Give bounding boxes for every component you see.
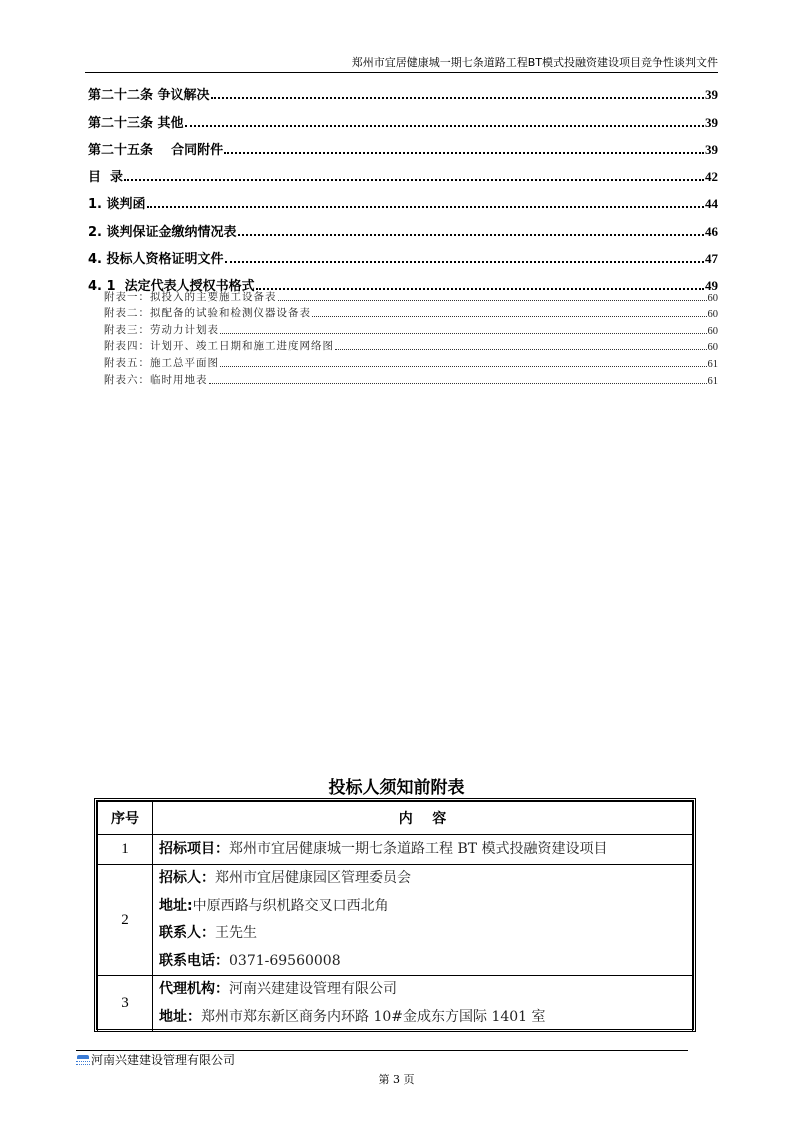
leader-dots [185,125,704,127]
toc-sub-entry[interactable]: 附表三：劳动力计划表 60 [104,323,718,337]
leader-dots [335,349,707,350]
footer-company-name: 河南兴建建设管理有限公司 [91,1053,236,1067]
header-content: 内 容 [153,802,693,835]
field-label: 联系人： [159,925,215,941]
leader-dots [220,366,707,367]
toc-sub-entry[interactable]: 附表六：临时用地表 61 [104,373,718,387]
toc-entry[interactable]: 4. 投标人资格证明文件 47 [88,251,718,268]
company-logo-icon [76,1054,90,1065]
table-header-row [98,802,693,835]
row-num: 2 [98,865,153,976]
toc-sub-entry[interactable]: 附表四：计划开、竣工日期和施工进度网络图 60 [104,340,718,354]
field-value: 王先生 [215,925,257,941]
header-num: 序号 [98,802,153,835]
page-number: 第 3 页 [378,1073,415,1086]
field-value: 郑州市宜居健康园区管理委员会 [215,870,411,886]
leader-dots [312,316,707,317]
row-num: 3 [98,976,153,1032]
field-value: 中原西路与织机路交叉口西北角 [192,897,389,914]
field-value: 0371-69560008 [229,952,341,969]
field-value: 河南兴建建设管理有限公司 [229,981,397,997]
leader-dots [278,300,707,301]
table-row [98,865,693,976]
table-row [98,835,693,865]
leader-dots [147,206,704,208]
toc-entry[interactable]: 目 录 42 [88,169,718,186]
toc-entry[interactable]: 1. 谈判函 44 [88,196,718,213]
leader-dots [220,333,707,334]
footer-company [76,1051,235,1068]
field-value: 郑州市宜居健康城一期七条道路工程 BT 模式投融资建设项目 [229,840,608,857]
toc-sub-entry[interactable]: 附表一：拟投入的主要施工设备表 60 [104,290,718,304]
field-label: 地址： [159,1008,201,1025]
field-label: 招标人： [159,870,215,886]
appendix-table-title: 投标人须知前附表 [328,778,465,798]
leader-dots [209,383,707,384]
toc-entry[interactable]: 4. 1 法定代表人授权书格式 49 [88,278,718,295]
leader-dots [224,152,704,154]
field-label: 代理机构： [159,981,229,997]
toc-entry[interactable]: 第二十五条 合同附件 39 [88,141,718,158]
toc-sub-entry[interactable]: 附表五：施工总平面图 61 [104,356,718,370]
row-content [153,835,693,865]
table-of-contents [88,76,718,294]
field-label: 联系电话： [159,952,229,969]
appendix-table [94,798,696,1032]
leader-dots [124,179,704,181]
row-num: 1 [98,835,153,865]
row-content [153,976,693,1032]
leader-dots [238,234,704,236]
toc-entry[interactable]: 2. 谈判保证金缴纳情况表 46 [88,223,718,240]
document-title: 郑州市宜居健康城一期七条道路工程BT模式投融资建设项目竞争性谈判文件 [351,56,718,69]
toc-sub-entries [104,287,718,387]
leader-dots [211,97,704,99]
table-row [98,976,693,1032]
field-label: 地址: [159,897,193,914]
row-content [153,865,693,976]
leader-dots [225,261,704,263]
page-header [85,56,718,73]
toc-sub-entry[interactable]: 附表二：拟配备的试验和检测仪器设备表 60 [104,307,718,321]
field-label: 招标项目： [159,840,229,857]
field-value: 郑州市郑东新区商务内环路 10#金成东方国际 1401 室 [201,1008,546,1025]
toc-entry[interactable]: 第二十三条 其他 39 [88,114,718,131]
toc-entry[interactable]: 第二十二条 争议解决 39 [88,87,718,104]
